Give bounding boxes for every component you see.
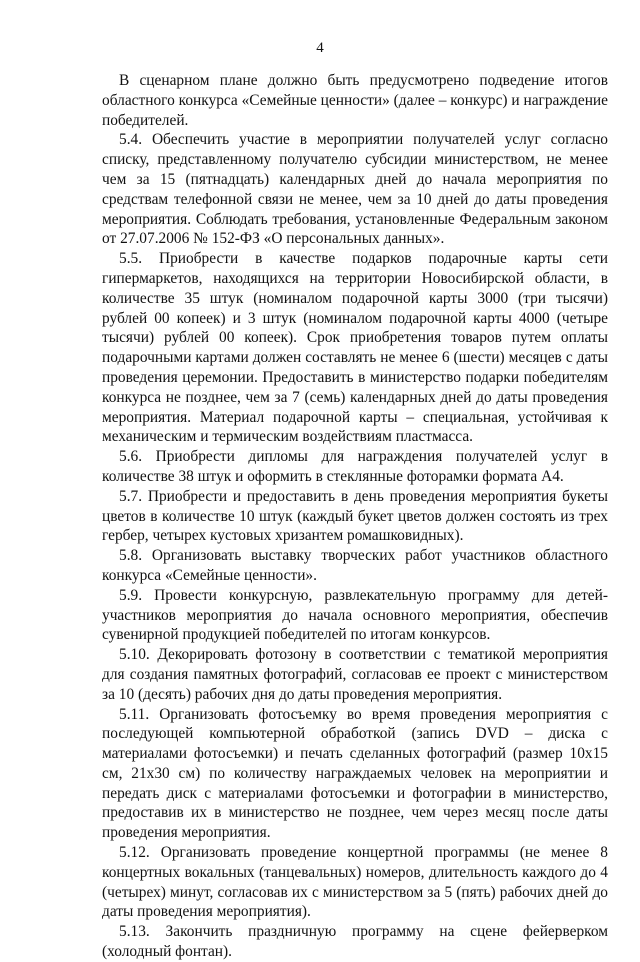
page-number: 4 bbox=[316, 40, 324, 56]
paragraph-5-11: 5.11. Организовать фотосъемку во время проведения мероприятия с последующей компьютерной обработкой (запись DVD – диска с материалами фотосъемки) и печать сделанных фотографий (размер 10х15 см, 21х30 см) по количеству награждаемых человек на мероприятии и передать диск с материалами фотосъемки и фотографии в министерство, предоставив их в министерство не позднее, чем через месяц после даты проведения мероприятия. bbox=[102, 705, 608, 842]
paragraph-5-10: 5.10. Декорировать фотозону в соответствии с тематикой мероприятия для создания памятных фотографий, согласовав ее проект с министерством за 10 (десять) рабочих дня до даты проведения мероприятия. bbox=[102, 646, 608, 703]
paragraph-5-5: 5.5. Приобрести в качестве подарков подарочные карты сети гипермаркетов, находящихся на территории Новосибирской области, в количестве 35 штук (номиналом подарочной карты 3000 (три тысячи) рублей 00 копеек) и 3 штук (номиналом подарочной карты 4000 (четыре тысячи) рублей 00 копеек). Срок приобретения товаров путем оплаты подарочными картами должен составлять не менее 6 (шести) месяцев с даты проведения церемонии. Предоставить в министерство подарки победителям конкурса не позднее, чем за 7 (семь) календарных дней до даты проведения мероприятия. Материал подарочной карты – специальная, устойчивая к механическим и термическим воздействиям пластмасса. bbox=[102, 250, 608, 446]
paragraph-scenario-plan: В сценарном плане должно быть предусмотрено подведение итогов областного конкурса «Семейные ценности» (далее – конкурс) и награждение победителей. bbox=[102, 72, 608, 129]
paragraph-5-4: 5.4. Обеспечить участие в мероприятии получателей услуг согласно списку, представленному получателю субсидии министерством, не менее чем за 15 (пятнадцать) календарных дней до начала мероприятия по средствам телефонной связи не менее, чем за 10 дней до даты проведения мероприятия. Соблюдать требования, установленные Федеральным законом от 27.07.2006 № 152-ФЗ «О персональных данных». bbox=[102, 131, 608, 248]
paragraph-5-6: 5.6. Приобрести дипломы для награждения получателей услуг в количестве 38 штук и оформить в стеклянные фоторамки формата А4. bbox=[102, 448, 608, 485]
paragraph-5-8: 5.8. Организовать выставку творческих работ участников областного конкурса «Семейные ценности». bbox=[102, 547, 608, 584]
paragraph-5-13: 5.13. Закончить праздничную программу на сцене фейерверком (холодный фонтан). bbox=[102, 923, 608, 961]
paragraph-5-9: 5.9. Провести конкурсную, развлекательную программу для детей-участников мероприятия до начала основного мероприятия, обеспечив сувенирной продукцией победителей по итогам конкурсов. bbox=[102, 586, 608, 644]
paragraph-5-12: 5.12. Организовать проведение концертной программы (не менее 8 концертных вокальных (танцевальных) номеров, длительность каждого до 4 (четырех) минут, согласовав их с министерством за 5 (пять) рабочих дней до даты проведения мероприятия). bbox=[102, 844, 608, 921]
paragraph-5-7: 5.7. Приобрести и предоставить в день проведения мероприятия букеты цветов в количестве 10 штук (каждый букет цветов должен состоять из трех гербер, четырех кустовых хризантем ромашковидных). bbox=[102, 487, 608, 545]
document-body bbox=[102, 71, 608, 962]
